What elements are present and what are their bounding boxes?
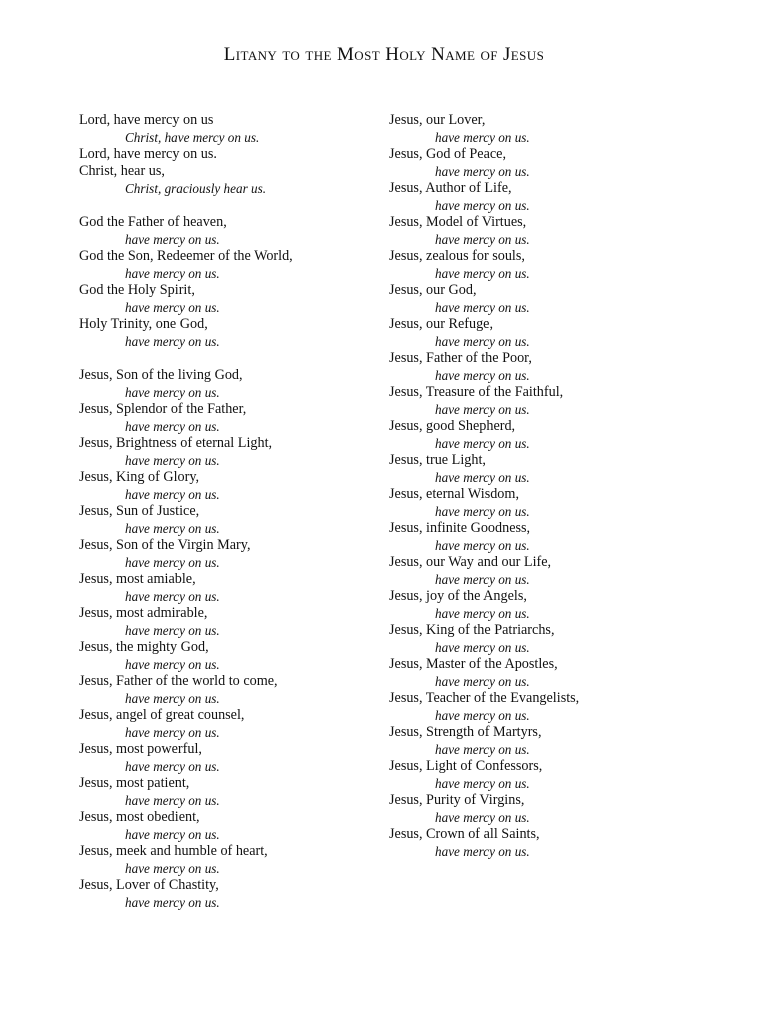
invocation-line: Jesus, Brightness of eternal Light, — [79, 435, 273, 451]
response-line: have mercy on us. — [435, 572, 530, 587]
response-line: have mercy on us. — [435, 606, 530, 621]
invocation-line: Jesus, infinite Goodness, — [389, 520, 531, 536]
invocation-line: Jesus, our Way and our Life, — [389, 554, 552, 570]
section-spacer — [79, 197, 369, 214]
invocation-line: Jesus, most powerful, — [79, 741, 202, 757]
response-line: have mercy on us. — [125, 487, 220, 502]
response-line: have mercy on us. — [125, 334, 220, 349]
left-column — [79, 112, 369, 911]
response-line: have mercy on us. — [435, 130, 530, 145]
response-line: have mercy on us. — [125, 521, 220, 536]
invocation-line: Jesus, our Refuge, — [389, 316, 494, 332]
response-line: have mercy on us. — [125, 691, 220, 706]
response-line: have mercy on us. — [125, 232, 220, 247]
response-line: have mercy on us. — [435, 232, 530, 247]
response-line: have mercy on us. — [435, 708, 530, 723]
response-line: have mercy on us. — [435, 776, 530, 791]
invocation-line: Christ, hear us, — [79, 163, 165, 179]
invocation-line: Jesus, good Shepherd, — [389, 418, 516, 434]
invocation-line: Jesus, Model of Virtues, — [389, 214, 527, 230]
invocation-line: God the Holy Spirit, — [79, 282, 195, 298]
response-line: have mercy on us. — [125, 759, 220, 774]
response-line: have mercy on us. — [125, 623, 220, 638]
response-line: have mercy on us. — [435, 164, 530, 179]
response-line: have mercy on us. — [435, 810, 530, 825]
invocation-line: Jesus, Strength of Martyrs, — [389, 724, 542, 740]
response-line: have mercy on us. — [125, 300, 220, 315]
response-line: have mercy on us. — [125, 419, 220, 434]
response-line: have mercy on us. — [435, 470, 530, 485]
invocation-line: Jesus, Teacher of the Evangelists, — [389, 690, 580, 706]
invocation-line: Jesus, joy of the Angels, — [389, 588, 527, 604]
response-line: have mercy on us. — [435, 844, 530, 859]
section-spacer — [79, 350, 369, 367]
invocation-line: Jesus, Treasure of the Faithful, — [389, 384, 564, 400]
invocation-line: Jesus, Splendor of the Father, — [79, 401, 247, 417]
response-line: Christ, have mercy on us. — [125, 130, 260, 145]
invocation-line: God the Father of heaven, — [79, 214, 227, 230]
response-line: Christ, graciously hear us. — [125, 181, 267, 196]
invocation-line: Jesus, Author of Life, — [389, 180, 512, 196]
invocation-line: Jesus, most patient, — [79, 775, 190, 791]
response-line: have mercy on us. — [125, 555, 220, 570]
response-line: have mercy on us. — [435, 368, 530, 383]
response-line: have mercy on us. — [125, 861, 220, 876]
invocation-line: Jesus, Crown of all Saints, — [389, 826, 540, 842]
invocation-line: Jesus, angel of great counsel, — [79, 707, 245, 723]
response-line: have mercy on us. — [435, 334, 530, 349]
invocation-line: Jesus, Purity of Virgins, — [389, 792, 525, 808]
invocation-line: God the Son, Redeemer of the World, — [79, 248, 293, 264]
invocation-line: Jesus, our Lover, — [389, 112, 486, 128]
response-line: have mercy on us. — [435, 640, 530, 655]
response-line: have mercy on us. — [435, 504, 530, 519]
invocation-line: Jesus, true Light, — [389, 452, 486, 468]
response-line: have mercy on us. — [435, 538, 530, 553]
response-line: have mercy on us. — [125, 827, 220, 842]
response-line: have mercy on us. — [125, 589, 220, 604]
invocation-line: Jesus, our God, — [389, 282, 477, 298]
invocation-line: Jesus, Father of the world to come, — [79, 673, 278, 689]
response-line: have mercy on us. — [125, 453, 220, 468]
invocation-line: Jesus, God of Peace, — [389, 146, 507, 162]
invocation-line: Jesus, most amiable, — [79, 571, 196, 587]
invocation-line: Jesus, the mighty God, — [79, 639, 209, 655]
invocation-line: Holy Trinity, one God, — [79, 316, 208, 332]
invocation-line: Lord, have mercy on us. — [79, 146, 217, 162]
invocation-line: Jesus, Sun of Justice, — [79, 503, 200, 519]
right-column — [389, 112, 729, 860]
invocation-line: Lord, have mercy on us — [79, 112, 214, 128]
invocation-line: Jesus, Master of the Apostles, — [389, 656, 558, 672]
response-line: have mercy on us. — [125, 725, 220, 740]
response-line: have mercy on us. — [435, 266, 530, 281]
response-line: have mercy on us. — [435, 198, 530, 213]
response-line: have mercy on us. — [125, 266, 220, 281]
invocation-line: Jesus, most obedient, — [79, 809, 200, 825]
invocation-line: Jesus, most admirable, — [79, 605, 208, 621]
response-line: have mercy on us. — [435, 436, 530, 451]
response-line: have mercy on us. — [435, 300, 530, 315]
invocation-line: Jesus, Son of the Virgin Mary, — [79, 537, 251, 553]
response-line: have mercy on us. — [125, 793, 220, 808]
response-line: have mercy on us. — [125, 385, 220, 400]
response-line: have mercy on us. — [125, 895, 220, 910]
invocation-line: Jesus, King of the Patriarchs, — [389, 622, 555, 638]
response-line: have mercy on us. — [435, 674, 530, 689]
response-line: have mercy on us. — [435, 402, 530, 417]
invocation-line: Jesus, meek and humble of heart, — [79, 843, 268, 859]
page-title: Litany to the Most Holy Name of Jesus — [223, 44, 545, 65]
invocation-line: Jesus, zealous for souls, — [389, 248, 525, 264]
invocation-line: Jesus, Father of the Poor, — [389, 350, 532, 366]
invocation-line: Jesus, Light of Confessors, — [389, 758, 543, 774]
response-line: have mercy on us. — [125, 657, 220, 672]
invocation-line: Jesus, Lover of Chastity, — [79, 877, 219, 893]
invocation-line: Jesus, eternal Wisdom, — [389, 486, 519, 502]
invocation-line: Jesus, King of Glory, — [79, 469, 200, 485]
response-line: have mercy on us. — [435, 742, 530, 757]
invocation-line: Jesus, Son of the living God, — [79, 367, 243, 383]
